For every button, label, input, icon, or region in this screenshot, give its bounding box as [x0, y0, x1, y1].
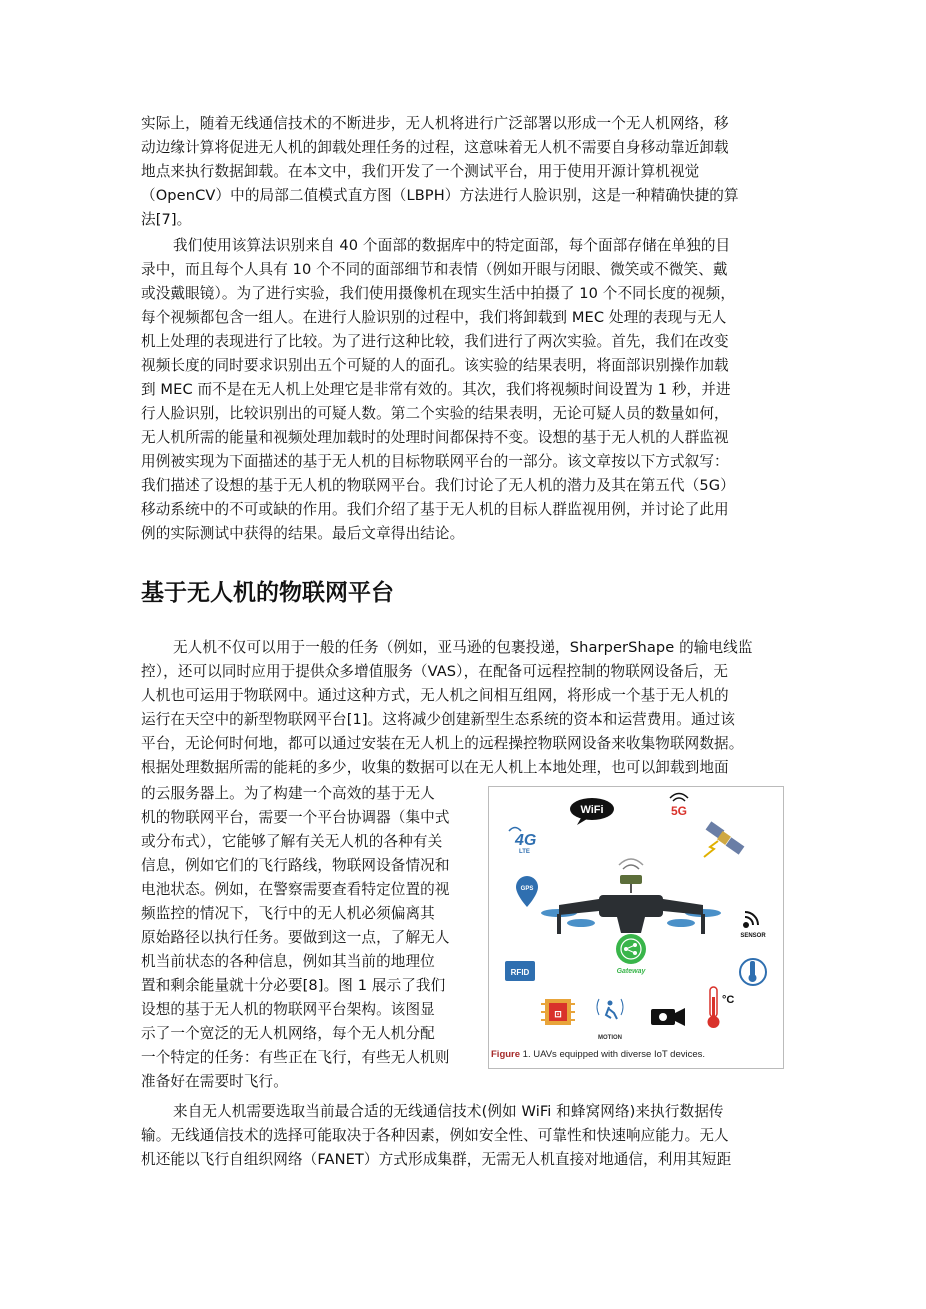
text-line: 根据处理数据所需的能耗的多少，收集的数据可以在无人机上本地处理，也可以卸载到地面 [141, 759, 729, 776]
lte-label: LTE [519, 849, 530, 855]
text-line: 无人机所需的能量和视频处理加载时的处理时间都保持不变。设想的基于无人机的人群监视 [141, 429, 729, 446]
satellite-icon [704, 821, 744, 857]
gps-icon [516, 876, 538, 907]
section-heading: 基于无人机的物联网平台 [141, 580, 394, 606]
4g-lte-icon [509, 828, 536, 856]
text-line: 动边缘计算将促进无人机的卸载处理任务的过程，这意味着无人机不需要自身移动靠近卸载 [141, 139, 729, 156]
text-line: 或没戴眼镜）。为了进行实验，我们使用摄像机在现实生活中拍摄了 10 个不同长度的视频， [141, 285, 736, 302]
text-line: 原始路径以执行任务。要做到这一点，了解无人 [141, 929, 450, 946]
uav-diagram [489, 787, 783, 1049]
wifi-icon [570, 798, 614, 825]
text-line: 法[7]。 [141, 211, 192, 228]
figure-uav-iot [488, 786, 784, 1069]
motion-icon [597, 999, 623, 1041]
antenna-signal-icon [619, 859, 643, 893]
celsius-label: °C [722, 994, 735, 1006]
text-line: 录中，而且每个人具有 10 个不同的面部细节和表情（例如开眼与闭眼、微笑或不微笑、戴 [141, 261, 728, 278]
rfid-icon [505, 961, 535, 981]
motion-label: MOTION [598, 1035, 622, 1041]
text-line: 每个视频都包含一组人。在进行人脸识别的过程中，我们将卸载到 MEC 处理的表现与无人 [141, 309, 727, 326]
caption-text: 1. UAVs equipped with diverse IoT devices. [520, 1049, 706, 1060]
text-line: 视频长度的同时要求识别出五个可疑的人的面孔。该实验的结果表明，将面部识别操作加载 [141, 357, 729, 374]
text-line: 运行在天空中的新型物联网平台[1]。这将减少创建新型生态系统的资本和运营费用。通过该 [141, 711, 736, 728]
text-line: 或分布式），它能够了解有关无人机的各种有关 [141, 833, 443, 850]
text-line: 行人脸识别，比较识别出的可疑人数。第二个实验的结果表明，无论可疑人员的数量如何， [141, 405, 729, 422]
wifi-label: WiFi [580, 804, 604, 816]
text-line: 一个特定的任务：有些正在飞行，有些无人机则 [141, 1049, 450, 1066]
text-line: 例的实际测试中获得的结果。最后文章得出结论。 [141, 525, 465, 542]
text-line: 机上处理的表现进行了比较。为了进行这种比较，我们进行了两次实验。首先，我们在改变 [141, 333, 729, 350]
text-line: （OpenCV）中的局部二值模式直方图（LBPH）方法进行人脸识别，这是一种精确快捷的算 [141, 187, 739, 204]
sensor-label: SENSOR [740, 933, 766, 939]
text-line: 人机也可运用于物联网中。通过这种方式，无人机之间相互组网，将形成一个基于无人机的 [141, 687, 729, 704]
chip-icon [541, 999, 575, 1025]
text-line: 机当前状态的各种信息，例如其当前的地理位 [141, 953, 435, 970]
thermometer-icon [708, 987, 735, 1028]
4g-label: 4G [515, 832, 537, 849]
text-line: 频监控的情况下，飞行中的无人机必须偏离其 [141, 905, 435, 922]
5g-icon [670, 794, 688, 819]
text-line: 来自无人机需要选取当前最合适的无线通信技术(例如 WiFi 和蜂窝网络)来执行数据传 [173, 1103, 724, 1120]
text-line: 控），还可以同时应用于提供众多增值服务（VAS），在配备可远程控制的物联网设备后，无 [141, 663, 729, 680]
water-sensor-icon [740, 959, 766, 985]
camera-icon [651, 1008, 685, 1026]
gps-label: GPS [520, 886, 534, 892]
text-line: 机的物联网平台，需要一个平台协调器（集中式 [141, 809, 450, 826]
5g-label: 5G [670, 804, 688, 818]
svg-text:⊡: ⊡ [554, 1009, 562, 1019]
gateway-label: Gateway [616, 968, 646, 975]
caption-label: Figure [491, 1049, 521, 1060]
rfid-label: RFID [510, 968, 530, 977]
text-line: 电池状态。例如，在警察需要查看特定位置的视 [141, 881, 450, 898]
sensor-icon [740, 912, 766, 939]
text-line: 示了一个宽泛的无人机网络，每个无人机分配 [141, 1025, 435, 1042]
text-line: 设想的基于无人机的物联网平台架构。该图显 [141, 1001, 435, 1018]
text-line: 我们使用该算法识别来自 40 个面部的数据库中的特定面部，每个面部存储在单独的目 [173, 237, 731, 254]
text-line: 地点来执行数据卸载。在本文中，我们开发了一个测试平台，用于使用开源计算机视觉 [141, 163, 700, 180]
text-line: 到 MEC 而不是在无人机上处理它是非常有效的。其次，我们将视频时间设置为 1 秒，并进 [141, 381, 731, 398]
text-line: 的云服务器上。为了构建一个高效的基于无人 [141, 785, 435, 802]
figure-caption [491, 1049, 705, 1060]
text-line: 机还能以飞行自组织网络（FANET）方式形成集群，无需无人机直接对地通信，利用其短距 [141, 1151, 732, 1168]
text-line: 置和剩余能量就十分必要[8]。图 1 展示了我们 [141, 977, 446, 994]
text-line: 无人机不仅可以用于一般的任务（例如，亚马逊的包裹投递，SharperShape 的输电线监 [173, 639, 753, 656]
text-line: 准备好在需要时飞行。 [141, 1073, 288, 1090]
text-line: 信息，例如它们的飞行路线，物联网设备情况和 [141, 857, 450, 874]
text-line: 实际上，随着无线通信技术的不断进步，无人机将进行广泛部署以形成一个无人机网络，移 [141, 115, 729, 132]
text-line: 移动系统中的不可或缺的作用。我们介绍了基于无人机的目标人群监视用例，并讨论了此用 [141, 501, 729, 518]
text-line: 我们描述了设想的基于无人机的物联网平台。我们讨论了无人机的潜力及其在第五代（5G） [141, 477, 735, 494]
text-line: 用例被实现为下面描述的基于无人机的目标物联网平台的一部分。该文章按以下方式叙写： [141, 453, 729, 470]
drone-icon [541, 895, 721, 975]
text-line: 输。无线通信技术的选择可能取决于各种因素，例如安全性、可靠性和快速响应能力。无人 [141, 1127, 729, 1144]
text-line: 平台，无论何时何地，都可以通过安装在无人机上的远程操控物联网设备来收集物联网数据。 [141, 735, 744, 752]
